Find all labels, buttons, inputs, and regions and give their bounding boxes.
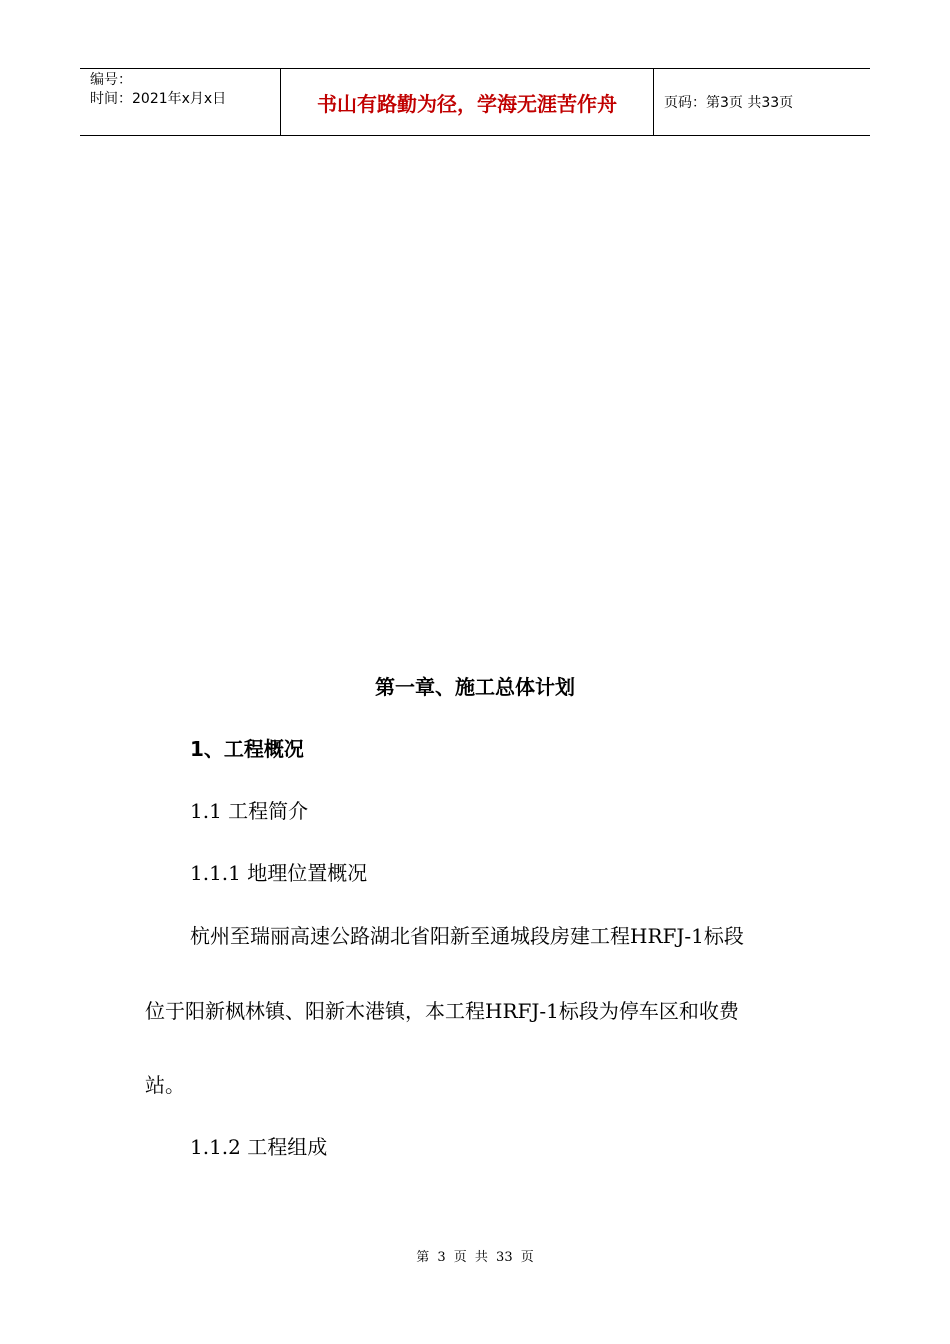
page-header: [80, 68, 870, 136]
paragraph-line: 位于阳新枫林镇、阳新木港镇，本工程HRFJ-1标段为停车区和收费: [145, 999, 739, 1023]
paragraph-line: 杭州至瑞丽高速公路湖北省阳新至通城段房建工程HRFJ-1标段: [190, 924, 744, 948]
section-heading-1: 1、工程概况: [190, 737, 304, 761]
section-heading-1-1: 1.1 工程简介: [190, 799, 309, 823]
header-meta-cell: [80, 69, 281, 135]
section-heading-1-1-2: 1.1.2 工程组成: [190, 1135, 328, 1159]
header-page-info: 页码：第3页 共33页: [664, 95, 794, 111]
date-label: 时间：2021年x月x日: [90, 91, 227, 107]
serial-number-label: 编号：: [90, 72, 132, 88]
header-motto: 书山有路勤为径，学海无涯苦作舟: [281, 69, 654, 135]
page-footer: 第 3 页 共 33 页: [416, 1250, 534, 1265]
paragraph-line: 站。: [145, 1073, 185, 1097]
chapter-title: 第一章、施工总体计划: [375, 675, 575, 699]
section-heading-1-1-1: 1.1.1 地理位置概况: [190, 861, 368, 885]
